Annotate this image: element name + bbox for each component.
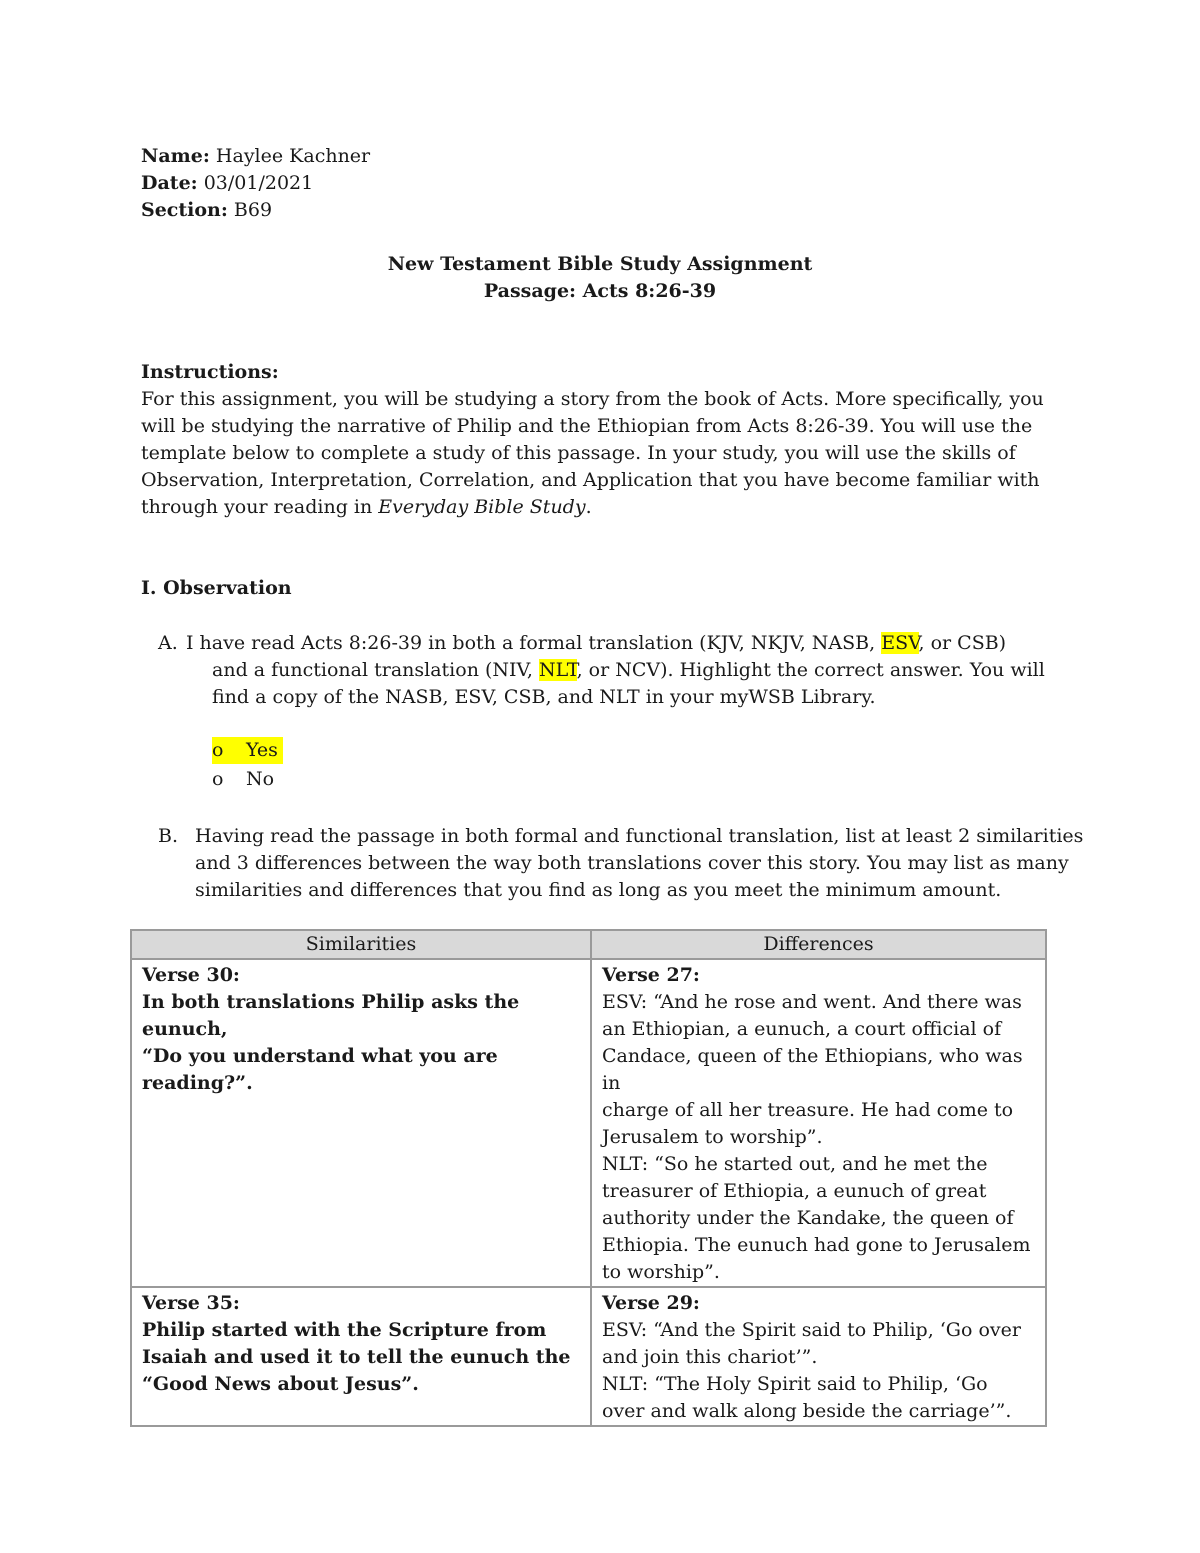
cell-line: ESV: “And the Spirit said to Philip, ‘Go over	[602, 1319, 1021, 1341]
table-row	[131, 959, 1046, 1287]
similarity-cell	[131, 959, 591, 1287]
item-b-line: similarities and differences that you find as long as you meet the minimum amount.	[195, 879, 1002, 901]
difference-cell	[591, 1287, 1046, 1426]
comparison-table	[130, 929, 1047, 1427]
instructions-line: template below to complete a study of this passage. In your study, you will use the skills of	[141, 442, 1016, 464]
item-a-line2-post: , or NCV). Highlight the correct answer. You will	[576, 659, 1045, 681]
verse-label: Verse 29:	[602, 1292, 700, 1314]
cell-line: In both translations Philip asks the eunuch,	[142, 991, 520, 1040]
item-a-line3: find a copy of the NASB, ESV, CSB, and NLT in your myWSB Library.	[212, 686, 876, 708]
name-label: Name:	[141, 145, 210, 167]
cell-line: over and walk along beside the carriage’”.	[602, 1400, 1012, 1422]
cell-line: an Ethiopian, a eunuch, a court official of	[602, 1018, 1002, 1040]
item-b-line: and 3 differences between the way both translations cover this story. You may list as many	[195, 852, 1069, 874]
option-yes-label: Yes	[246, 739, 278, 761]
option-no	[212, 766, 274, 793]
similarities-header: Similarities	[131, 930, 591, 959]
cell-line: reading?”.	[142, 1072, 253, 1094]
cell-line: Jerusalem to worship”.	[602, 1126, 823, 1148]
section-line	[141, 197, 272, 224]
cell-line: charge of all her treasure. He had come to	[602, 1099, 1014, 1121]
cell-line: to worship”.	[602, 1261, 720, 1283]
esv-highlight: ESV	[881, 632, 919, 654]
cell-line: treasurer of Ethiopia, a eunuch of great	[602, 1180, 987, 1202]
date-value: 03/01/2021	[197, 172, 314, 194]
document-title: New Testament Bible Study Assignment	[387, 253, 813, 275]
instructions-line: will be studying the narrative of Philip and the Ethiopian from Acts 8:26-39. You will use the	[141, 415, 1033, 437]
item-b-marker: B.	[158, 825, 179, 847]
cell-line: “Good News about Jesus”.	[142, 1373, 419, 1395]
verse-label: Verse 30:	[142, 964, 240, 986]
difference-cell	[591, 959, 1046, 1287]
instructions-heading: Instructions:	[141, 361, 279, 383]
item-a-line2-pre: and a functional translation (NIV,	[212, 659, 539, 681]
instructions-line-last	[141, 494, 592, 521]
item-a-line1-post: , or CSB)	[918, 632, 1007, 654]
cell-line: NLT: “So he started out, and he met the	[602, 1153, 988, 1175]
item-a-line1	[186, 630, 1006, 657]
section-label: Section:	[141, 199, 228, 221]
instructions-line: For this assignment, you will be studying a story from the book of Acts. More specifically, you	[141, 388, 1044, 410]
instructions-last-prefix: through your reading in	[141, 496, 379, 518]
item-a-line2	[212, 657, 1045, 684]
differences-header: Differences	[591, 930, 1046, 959]
table-row	[131, 1287, 1046, 1426]
observation-heading: I. Observation	[141, 577, 292, 599]
name-line	[141, 143, 370, 170]
instructions-line: Observation, Interpretation, Correlation, and Application that you have become familiar with	[141, 469, 1040, 491]
instructions-last-suffix: .	[585, 496, 592, 518]
cell-line: Philip started with the Scripture from	[142, 1319, 547, 1341]
name-value: Haylee Kachner	[209, 145, 371, 167]
option-yes	[212, 737, 283, 764]
nlt-highlight: NLT	[539, 659, 577, 681]
cell-line: authority under the Kandake, the queen of	[602, 1207, 1014, 1229]
item-a-marker: A.	[158, 632, 178, 654]
cell-line: and join this chariot’”.	[602, 1346, 818, 1368]
table-header-row	[131, 930, 1046, 959]
item-a-line1-pre: I have read Acts 8:26-39 in both a formal translation (KJV, NKJV, NASB,	[186, 632, 882, 654]
verse-label: Verse 35:	[142, 1292, 240, 1314]
date-label: Date:	[141, 172, 198, 194]
cell-line: Ethiopia. The eunuch had gone to Jerusalem	[602, 1234, 1031, 1256]
cell-line: NLT: “The Holy Spirit said to Philip, ‘Go	[602, 1373, 988, 1395]
cell-line: Isaiah and used it to tell the eunuch the	[142, 1346, 571, 1368]
cell-line: Candace, queen of the Ethiopians, who was in	[602, 1045, 1023, 1094]
cell-line: ESV: “And he rose and went. And there was	[602, 991, 1022, 1013]
passage-title: Passage: Acts 8:26-39	[483, 280, 717, 302]
option-bullet: o	[212, 739, 224, 761]
book-title: Everyday Bible Study	[378, 496, 586, 518]
verse-label: Verse 27:	[602, 964, 700, 986]
section-value: B69	[227, 199, 273, 221]
similarity-cell	[131, 1287, 591, 1426]
option-bullet: o	[212, 768, 224, 790]
cell-line: “Do you understand what you are	[142, 1045, 498, 1067]
item-b-line: Having read the passage in both formal and functional translation, list at least 2 similarities	[195, 825, 1084, 847]
date-line	[141, 170, 313, 197]
option-no-label: No	[246, 768, 275, 790]
